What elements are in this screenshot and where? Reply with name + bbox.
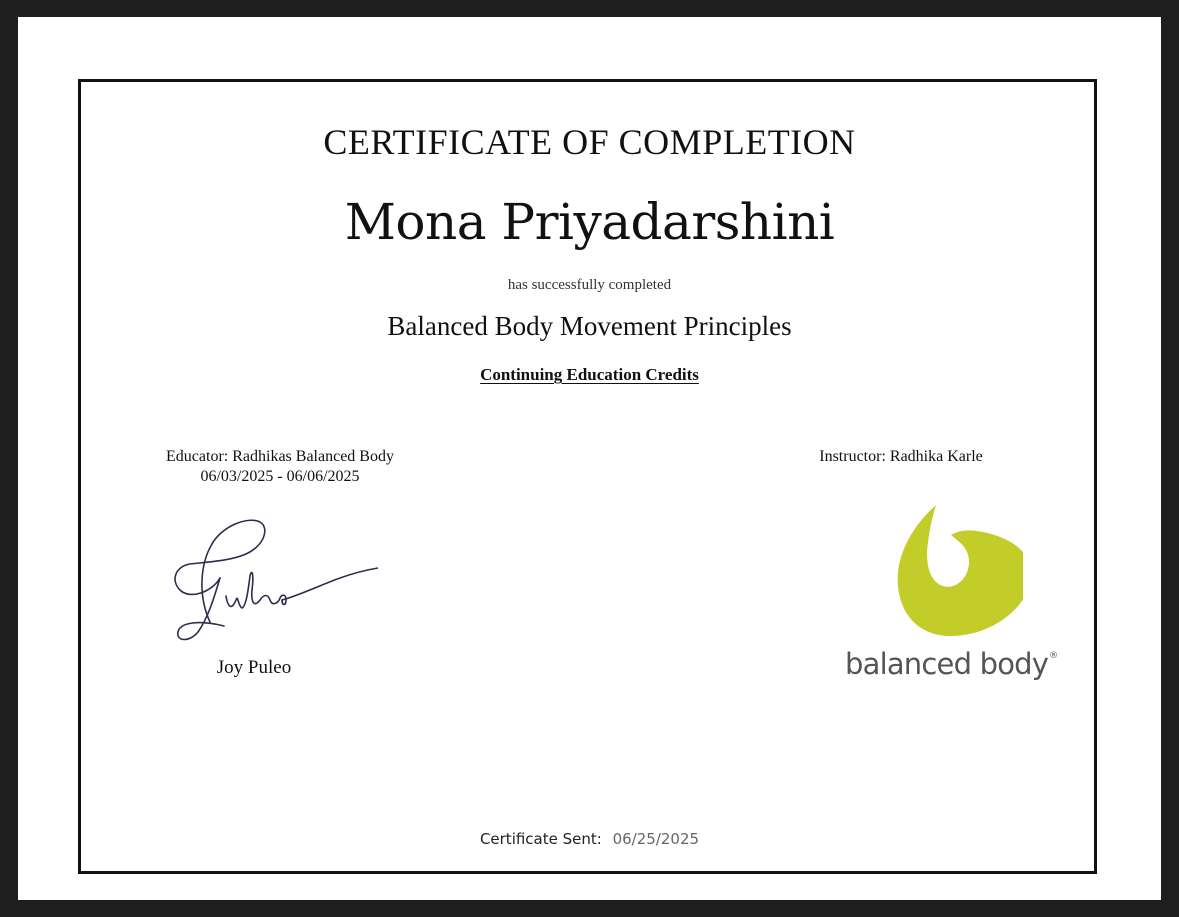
educator-name: Educator: Radhikas Balanced Body [166,448,394,465]
course-name: Balanced Body Movement Principles [387,311,792,341]
signature-image [168,514,378,644]
certificate-page [18,17,1161,900]
signer-name: Joy Puleo [216,657,292,678]
educator-block [130,447,430,487]
completion-statement: has successfully completed [507,277,672,293]
certificate-sent-line [18,830,1161,848]
instructor-name: Instructor: Radhika Karle [819,448,983,465]
sent-date: 06/25/2025 [612,830,700,848]
course-date-range: 06/03/2025 - 06/06/2025 [200,468,360,485]
credit-type: Continuing Education Credits [480,365,699,384]
recipient-name: Mona Priyadarshini [344,193,835,251]
sent-label: Certificate Sent: [479,830,602,848]
certificate-title: CERTIFICATE OF COMPLETION [323,122,856,162]
balanced-body-logo [833,502,1083,702]
balanced-body-logo-text: balanced body® [845,647,1058,681]
instructor-block [776,447,1026,467]
balanced-body-logo-icon [873,502,1023,647]
